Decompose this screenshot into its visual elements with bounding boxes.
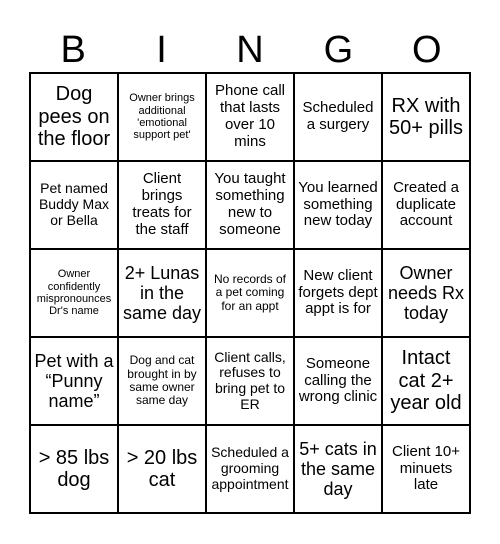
bingo-cell-text: 2+ Lunas in the same day xyxy=(122,262,202,324)
bingo-cell-r2-c5[interactable] xyxy=(382,161,470,249)
bingo-cell-r3-c3[interactable] xyxy=(206,249,294,337)
bingo-cell-text: Pet with a “Punny name” xyxy=(34,350,114,412)
bingo-cell-r4-c2[interactable] xyxy=(118,337,206,425)
bingo-cell-text: You learned something new today xyxy=(298,178,378,230)
bingo-cell-text: Scheduled a surgery xyxy=(302,99,374,133)
bingo-cell-text: New client forgets dept appt is for xyxy=(298,266,378,318)
header-letter-o: O xyxy=(412,29,442,71)
bingo-cell-r5-c3[interactable] xyxy=(206,425,294,513)
bingo-cell-r4-c5[interactable] xyxy=(382,337,470,425)
bingo-header xyxy=(29,28,471,72)
bingo-cell-text: Client brings treats for the staff xyxy=(132,170,192,238)
bingo-cell-r1-c2[interactable] xyxy=(118,73,206,161)
bingo-cell-r1-c3[interactable] xyxy=(206,73,294,161)
bingo-cell-r5-c2[interactable] xyxy=(118,425,206,513)
bingo-cell-text: Scheduled a grooming appointment xyxy=(211,444,289,492)
bingo-cell-text: Intact cat 2+ year old xyxy=(390,347,462,415)
bingo-cell-r4-c3[interactable] xyxy=(206,337,294,425)
header-letter-b: B xyxy=(60,29,86,71)
bingo-cell-r2-c4[interactable] xyxy=(294,161,382,249)
bingo-cell-text: 5+ cats in the same day xyxy=(299,438,377,500)
bingo-cell-text: > 20 lbs cat xyxy=(126,446,198,491)
bingo-cell-r3-c4[interactable] xyxy=(294,249,382,337)
bingo-cell-text: Client calls, refuses to bring pet to ER xyxy=(214,348,286,412)
bingo-cell-r3-c1[interactable] xyxy=(30,249,118,337)
bingo-cell-text: RX with 50+ pills xyxy=(389,94,463,139)
bingo-cell-r1-c1[interactable] xyxy=(30,73,118,161)
bingo-cell-r2-c3[interactable] xyxy=(206,161,294,249)
bingo-cell-r5-c4[interactable] xyxy=(294,425,382,513)
bingo-cell-text: Someone calling the wrong clinic xyxy=(298,354,378,406)
bingo-cell-text: Owner needs Rx today xyxy=(387,262,465,324)
bingo-cell-r5-c5[interactable] xyxy=(382,425,470,513)
bingo-cell-r3-c5[interactable] xyxy=(382,249,470,337)
bingo-cell-text: Created a duplicate account xyxy=(393,178,459,230)
bingo-cell-text: Owner confidently mispronounces Dr's name xyxy=(36,268,112,318)
bingo-cell-text: Dog and cat brought in by same owner same day xyxy=(127,353,197,408)
bingo-cell-text: Client 10+ minuets late xyxy=(392,442,460,494)
bingo-cell-text: Phone call that lasts over 10 mins xyxy=(214,82,286,150)
bingo-cell-text: Owner brings additional 'emotional support pet' xyxy=(129,92,195,142)
bingo-cell-r5-c1[interactable] xyxy=(30,425,118,513)
bingo-cell-r1-c4[interactable] xyxy=(294,73,382,161)
bingo-cell-text: > 85 lbs dog xyxy=(38,446,110,491)
bingo-cell-r3-c2[interactable] xyxy=(118,249,206,337)
bingo-cell-r2-c1[interactable] xyxy=(30,161,118,249)
bingo-cell-text: Pet named Buddy Max or Bella xyxy=(38,180,110,228)
header-letter-i: I xyxy=(156,29,167,71)
bingo-cell-r2-c2[interactable] xyxy=(118,161,206,249)
bingo-cell-text: You taught something new to someone xyxy=(214,170,286,238)
bingo-card-grid xyxy=(29,72,471,514)
bingo-cell-r4-c4[interactable] xyxy=(294,337,382,425)
header-letter-g: G xyxy=(323,29,354,71)
bingo-cell-text: Dog pees on the floor xyxy=(37,83,111,151)
bingo-cell-r1-c5[interactable] xyxy=(382,73,470,161)
bingo-cell-r4-c1[interactable] xyxy=(30,337,118,425)
header-letter-n: N xyxy=(236,29,264,71)
bingo-cell-text: No records of a pet coming for an appt xyxy=(213,271,287,313)
